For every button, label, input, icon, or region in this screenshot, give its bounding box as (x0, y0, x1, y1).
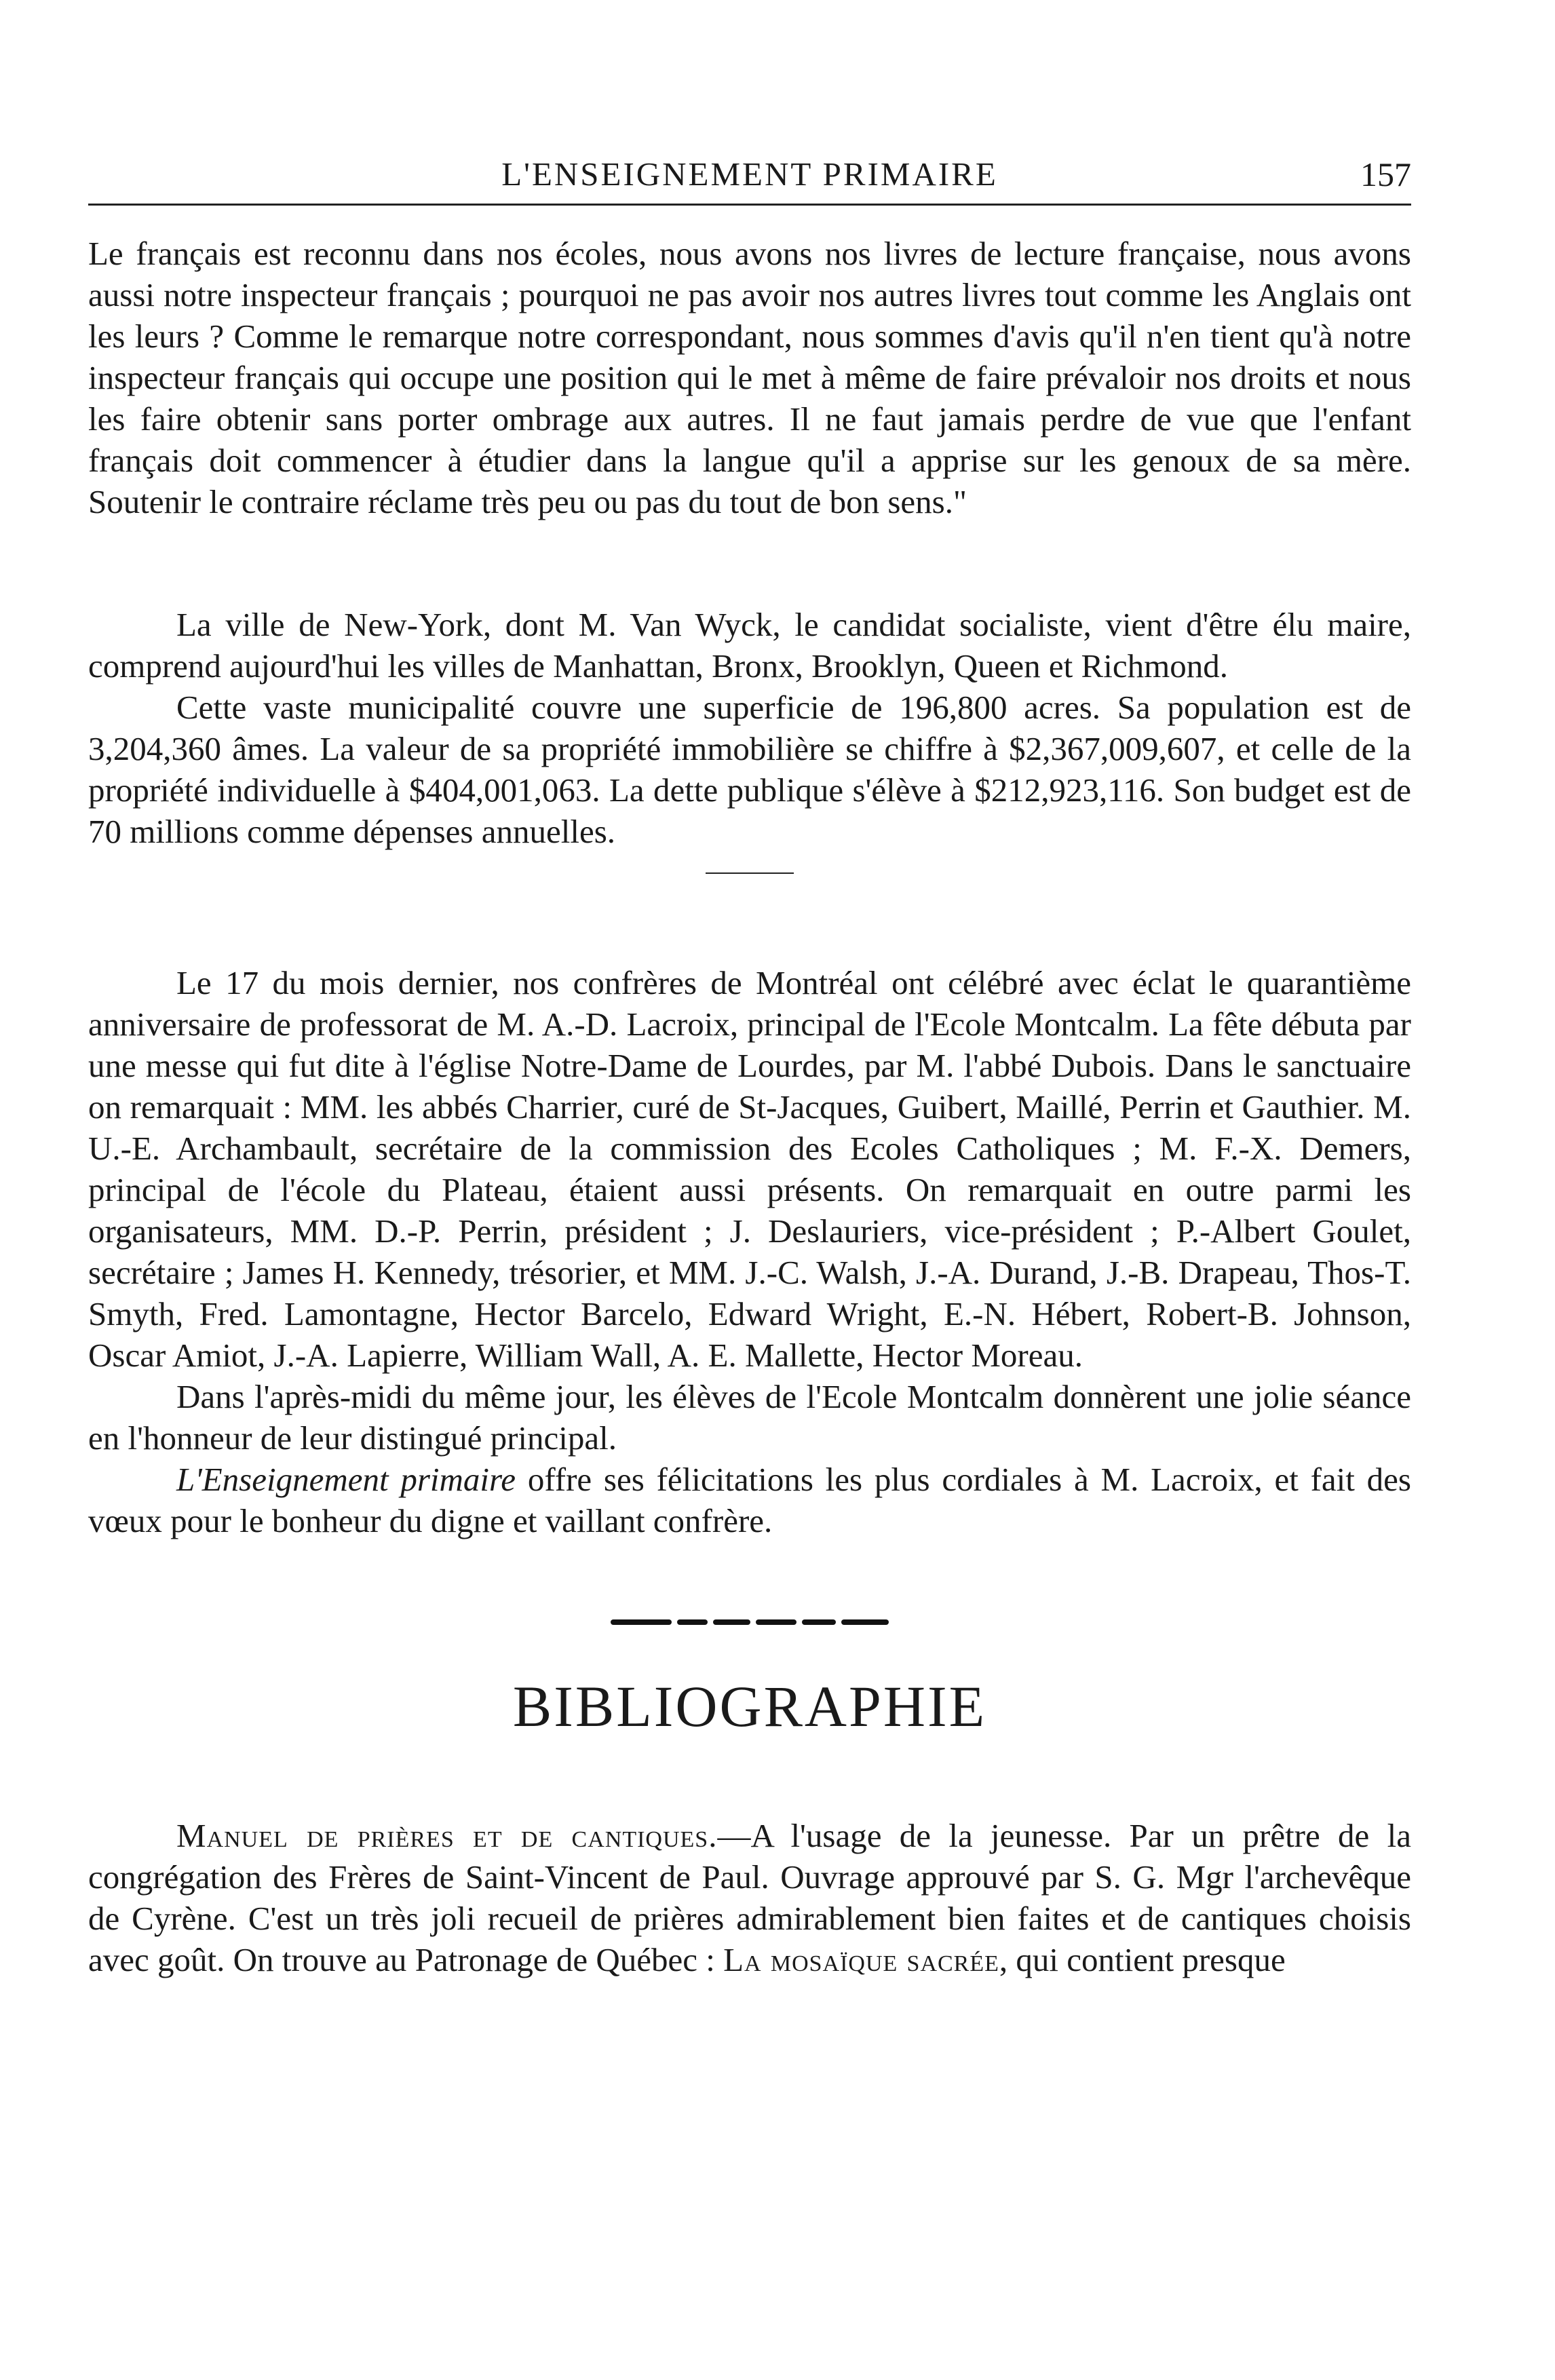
article-paragraph: Dans l'après-midi du même jour, les élèves de l'Ecole Montcalm donnèrent une jolie séance en l'honneur de leur distingué principal. (88, 1378, 1411, 1457)
article-paragraph-text: offre ses félicitations les plus cordiales à M. Lacroix, et fait des vœux pour le bonheur du digne et vaillant confrère. (88, 1461, 1412, 1539)
section-heading: BIBLIOGRAPHIE (512, 1674, 987, 1739)
article-french-schools (88, 233, 1411, 522)
article-lacroix-anniversary (88, 962, 1411, 1541)
page-number: 157 (1360, 155, 1411, 193)
article-paragraph: Le français est reconnu dans nos écoles, nous avons nos livres de lecture française, nous avons aussi notre inspecteur français ; pourquoi ne pas avoir nos autres livres tout comme les Anglais ont les leurs ? Comme le remarque notre correspondant, nous sommes d'avis qu'il n'en tient qu'à notre inspecteur français qui occupe une position qui le met à même de faire prévaloir nos droits et nous les faire obtenir sans porter ombrage aux autres. Il ne faut jamais perdre de vue que l'enfant français doit commencer à étudier dans la langue qu'il a apprise sur les genoux de sa mère. Soutenir le contraire réclame très peu ou pas du tout de bon sens." (88, 235, 1411, 520)
article-paragraph: Le 17 du mois dernier, nos confrères de Montréal ont célébré avec éclat le quarantième anniversaire de professorat de M. A.-D. Lacroix, principal de l'Ecole Montcalm. La fête débuta par une messe qui fut dite à l'église Notre-Dame de Lourdes, par M. l'abbé Dubois. Dans le sanctuaire on remarquait : MM. les abbés Charrier, curé de St-Jacques, Guibert, Maillé, Perrin et Gauthier. M. U.-E. Archambault, secrétaire de la commission des Ecoles Catholiques ; M. F.-X. Demers, principal de l'école du Plateau, étaient aussi présents. On remarquait en outre parmi les organisateurs, MM. D.-P. Perrin, président ; J. Deslauriers, vice-président ; P.-Albert Goulet, secrétaire ; James H. Kennedy, trésorier, et MM. J.-C. Walsh, J.-A. Durand, J.-B. Drapeau, Thos-T. Smyth, Fred. Lamontagne, Hector Barcelo, Edward Wright, E.-N. Hébert, Robert-B. Johnson, Oscar Amiot, J.-A. Lapierre, William Wall, A. E. Mallette, Hector Moreau. (88, 964, 1411, 1374)
bibliography-text: , qui contient presque (999, 1941, 1286, 1978)
bibliography-entry (88, 1815, 1411, 1980)
running-header (88, 102, 1411, 206)
page (88, 102, 1411, 1980)
bibliography-text: —A l'usage de la jeunesse. Par un prêtre de la congrégation des Frères de Saint-Vincent de Paul. Ouvrage approuvé par S. G. Mgr l'archevêque de Cyrène. C'est un très joli recueil de prières admirablement bien faites et de cantiques choisis avec goût. On trouve au Patronage de Québec : (88, 1817, 1411, 1978)
article-paragraph: La ville de New-York, dont M. Van Wyck, le candidat socialiste, vient d'être élu maire, comprend aujourd'hui les villes de Manhattan, Bronx, Brooklyn, Queen et Richmond. (88, 606, 1411, 685)
running-title: L'ENSEIGNEMENT PRIMAIRE (501, 155, 998, 193)
section-divider (706, 872, 794, 874)
article-paragraph (88, 1459, 1411, 1541)
ornamental-rule (88, 1619, 1411, 1625)
book-title: Manuel de prières et de cantiques. (176, 1817, 718, 1854)
journal-title: L'Enseignement primaire (176, 1461, 516, 1498)
article-paragraph: Cette vaste municipalité couvre une superficie de 196,800 acres. Sa population est de 3,204,360 âmes. La valeur de sa propriété immobilière se chiffre à $2,367,009,607, et celle de la propriété individuelle à $404,001,063. La dette publique s'élève à $212,923,116. Son budget est de 70 millions comme dépenses annuelles. (88, 689, 1411, 850)
bibliography-paragraph (88, 1815, 1411, 1980)
book-reference: La mosaïque sacrée (723, 1941, 999, 1978)
article-new-york (88, 604, 1411, 852)
